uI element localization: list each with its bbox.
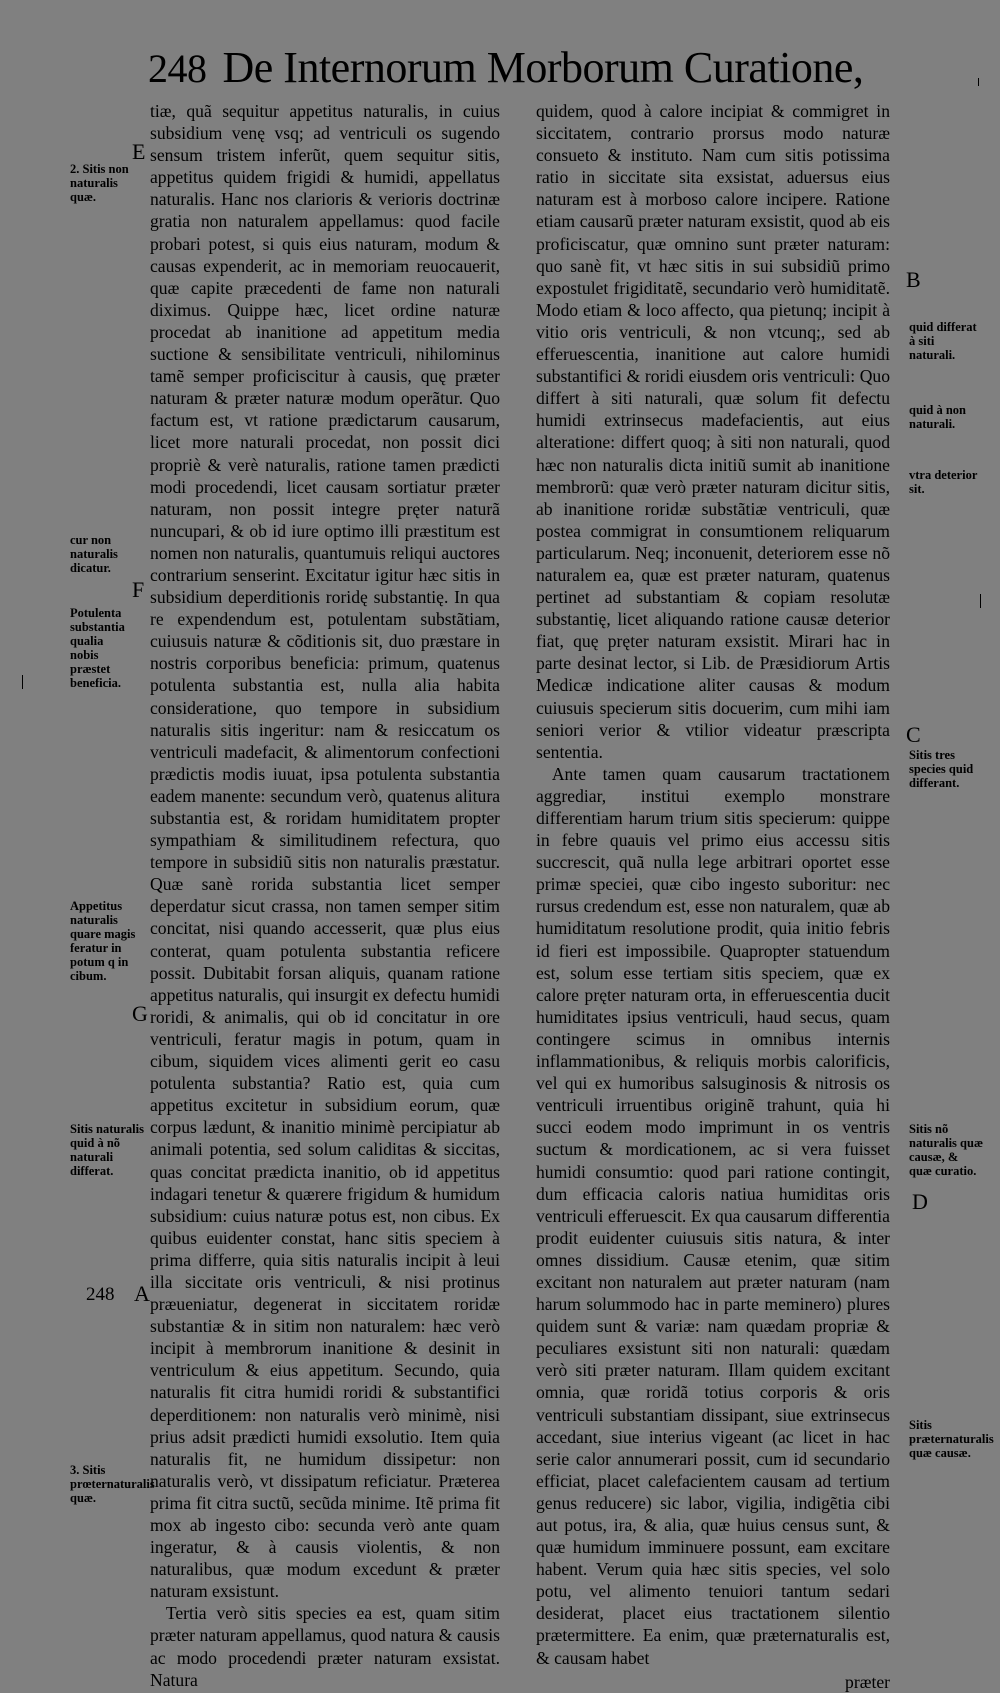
section-letter-e: E xyxy=(132,139,146,164)
margin-note: Sitis præternaturalis quæ causæ. xyxy=(909,1418,994,1460)
section-letter-d: D xyxy=(912,1189,928,1214)
margin-note: vtra deterior sit. xyxy=(909,468,978,496)
section-letter-g: G xyxy=(132,1001,148,1026)
section-letter-b: B xyxy=(906,267,921,292)
margin-note: Sitis nõ naturalis quæ causæ, & quæ curatio. xyxy=(909,1122,983,1178)
left-paragraph-1: tiæ, quã sequitur appetitus naturalis, in cuius subsidium venę vsq; ad ventriculi os sugendo sensum tristem inferũt, quem sequitur sitis, appetitus quidem frigidi & humidi, appellatus naturalis. Hanc nos clarioris & verioris doctrinæ gratia non naturalem appellamus: quod facile probari potest, si quis eius naturam, modum & causas expenderit, ac in memoriam reuocauerit, quæ capite præcedenti de fame non naturali diximus. Quippe hæc, licet ordine naturæ procedat ab inanitione ad appetitum media suctione & sensibilitate ventriculi, nihilominus tamẽ semper proficiscitur à causis, quę præter naturam & præter naturæ modum operãtur. Quo factum est, vt ratione prædictarum causarum, licet more naturali procedat, non possit dici propriè & verè naturalis, ratione tamen prædicti modi procedendi, licet causam sortiatur præter naturam, non possit integre pręter naturã nuncupari, & ob id iure optimo illi præstitum est nomen non naturalis, quantumuis reliqui auctores contrarium senserint. Excitatur igitur hæc sitis in subsidium deperditionis roridę substantię. In qua re expendendum est, potulentam substãtiam, cuiusuis naturæ & cõditionis sit, duo præstare in nostris corporibus beneficia: primum, quatenus potulenta substantia est, nulla alia habita consideratione, quo tempore in subsidium naturalis sitis ingeritur: nam & resiccatum os ventriculi madefacit, & alimentorum confectioni prædictis modis iuuat, ipsa potulenta substantia eadem manente: secundum verò, quatenus alitura substantia est, & roridam humiditatem propter sympathiam & similitudinem refectura, quo tempore in subsidiũ sitis non naturalis præstatur. Quæ sanè rorida substantia licet semper deperdatur sicut crassa, non tamen semper sitim concitat, nisi quando accesserit, quæ plus eius conterat, quam potulenta substantia reficere possit. Dubitabit forsan aliquis, quanam ratione appetitus naturalis, qui insurgit ex defectu humidi roridi, & animalis, qui ob id concitatur in ore ventriculi, feratur magis in potum, quam in cibum, siquidem vices alimenti gerit eo casu potulenta substantia? Ratio est, quia cum appetitus excitetur in subsidium eorum, quæ corpus lædunt, & inanitio minimè percipiatur ab animali potentia, sed solum caliditas & siccitas, quas concitat prædicta inanitio, ob id appetitus indagari tenetur & quærere frigidum & humidum subsidium: cuius naturæ potus est, non cibus. Ex quibus euidenter constat, hanc sitis speciem à prima differre, quia sitis naturalis incipit à leui illa siccitate oris ventriculi, & nisi protinus præueniatur, degenerat in siccitatem roridæ substantiæ & in sitim non naturalem: hæc verò incipit à membrorum inanitione & desinit in ventriculum & eius appetitum. Secundo, quia naturalis fit citra humidi roridi & substantifici deperditionem: non naturalis verò minimè, nisi prius adsit prædicti humidi exsolutio. Item quia naturalis fit, ne humidum dissipetur: non naturalis verò, vt dissipatum reficiatur. Præterea prima fit citra suctũ, secũda minime. Itẽ prima fit mox ab ingesto cibo: secunda verò ante quam ingeratur, & à causis violentis, & non naturalibus, quæ modum excedunt & præter naturam exsistunt. xyxy=(150,101,500,1602)
margin-note: 2. Sitis non naturalis quæ. xyxy=(70,162,129,204)
scan-mark xyxy=(978,78,979,86)
margin-note: quid à non naturali. xyxy=(909,403,966,431)
left-column xyxy=(150,100,500,1691)
margin-note: quid differat à siti naturali. xyxy=(909,320,977,362)
right-column xyxy=(536,100,890,1693)
section-letter-a: A xyxy=(134,1281,150,1306)
page-number: 248 xyxy=(148,46,207,91)
scan-mark xyxy=(980,594,981,608)
margin-note: cur non naturalis dicatur. xyxy=(70,533,118,575)
section-letter-f: F xyxy=(132,577,145,602)
catchword: præter xyxy=(845,1671,890,1692)
margin-note: Potulenta substantia qualia nobis præstet beneficia. xyxy=(70,606,125,690)
margin-note: 3. Sitis prœternaturalis quæ. xyxy=(70,1463,155,1505)
page-title: De Internorum Morborum Curatione, xyxy=(222,43,864,92)
bottom-page-number: 248 xyxy=(86,1284,115,1305)
right-paragraph-1: quidem, quod à calore incipiat & commigret in siccitatem, contrario prorsus modo naturæ consueto & instituto. Nam cum sitis potissima ratio in siccitate sita exsistat, aduersus eius naturam est à morboso calore incipere. Ratione etiam causarũ præter naturam exsistit, quod ab eis proficiscatur, quæ omnino sunt præter naturam: quo sanè fit, vt hæc sitis in sui subsidiũ primo expostulet frigiditatẽ, secundario verò humiditatẽ. Modo etiam & loco affecto, qua pietunq; incipit à vitio oris ventriculi, & non vtcunq;, sed ab efferuescentia, inanitione aut calore humidi substantifici & roridi eiusdem oris ventriculi: Quo differt à siti naturali, quæ solum fit defectu humidi extrinsecus madefacientis, aut eius alteratione: differt quoq; à siti non naturali, quod hæc non naturalis dicta initiũ sumit ab inanitione membrorũ: quæ verò præter naturam dicitur sitis, ab inanitione roridæ substãtiæ ventriculi, quæ postea commigrat in consumtionem reliquarum particularum. Neq; inconuenit, deteriorem esse nõ naturalem ea, quæ est præter naturam, quatenus pertinet ad substantiam & copiam resolutæ substantię, licet aliquando ratione causæ deterior fiat, quę pręter naturam exsistit. Mirari hac in parte desinat lector, si Lib. de Præsidiorum Artis Medicæ indicatione aliter causas & modum cuiusuis specierum sitis docuerim, cum mihi iam seniori verior & vtilior videatur præscripta sententia. xyxy=(536,101,890,762)
margin-note: Appetitus naturalis quare magis feratur in potum q in cibum. xyxy=(70,899,136,983)
page-header xyxy=(148,42,864,95)
margin-note: Sitis naturalis quid à nõ naturali differat. xyxy=(70,1122,144,1178)
section-letter-c: C xyxy=(906,722,921,747)
right-paragraph-2: Ante tamen quam causarum tractationem aggrediar, institui exemplo monstrare differentiam harum trium sitis specierum: quippe in febre quauis vel primo eius accessu sitis succrescit, quã nulla lege arbitrari oportet esse primæ speciei, quæ cibo ingesto suboritur: nec rursus credendum est, esse non naturalem, quæ ab humiditatum resolutione prodit, quia initio febris id fieri est impossibile. Quapropter statuendum est, solum esse tertiam sitis speciem, quæ ex calore pręter naturam orta, in efferuescentia ducit humiditates ipsius ventriculi, haud secus, quam contingere scimus in omnibus internis inflammationibus, & reliquis morbis calorificis, vel qui ex humoribus salsuginosis & nitrosis os ventriculi irruentibus originẽ trahunt, quia hi succi eodem modo imprimunt in os ventris suctum & mordicationem, ac si vera fuisset humidi consumtio: quod pari ratione contingit, dum efficacia caloris natiua humiditas oris ventriculi efferuescit. Ex qua causarum differentia prodit euidenter cuiusuis sitis natura, & inter omnes dissidium. Causæ etenim, quæ sitim excitant non naturalem aut præter naturam (nam harum solummodo hac in parte meminero) plures quidem sunt & variæ: nam quædam propriæ & peculiares exsistunt siti non naturali: quædam verò siti præter naturam. Illam quidem excitant omnia, quæ roridã totius corporis & oris ventriculi substantiam dissipant, siue extrinsecus accedant, siue interius vigeant (ac licet in hac serie calor annumerari possit, cum id secundario efficiat, placet calefacientem causam ad tertium genus reducere) sic labor, vigilia, indigẽtia cibi aut potus, ira, & alia, quæ huius census sunt, & quæ humidum imminuere possunt, eam excitare habent. Verum quia hæc sitis species, vel solo potu, vel alimento tenuiori tantum sedari desiderat, placet eius tractationem silentio prætermittere. Ea enim, quæ præternaturalis est, & causam habet xyxy=(536,763,890,1668)
scan-mark xyxy=(22,675,23,689)
left-paragraph-2: Tertia verò sitis species ea est, quam sitim præter naturam appellamus, quod natura & causis ac modo procedendi præter naturam exsistat. Natura xyxy=(150,1603,500,1690)
margin-note: Sitis tres species quid differant. xyxy=(909,748,974,790)
